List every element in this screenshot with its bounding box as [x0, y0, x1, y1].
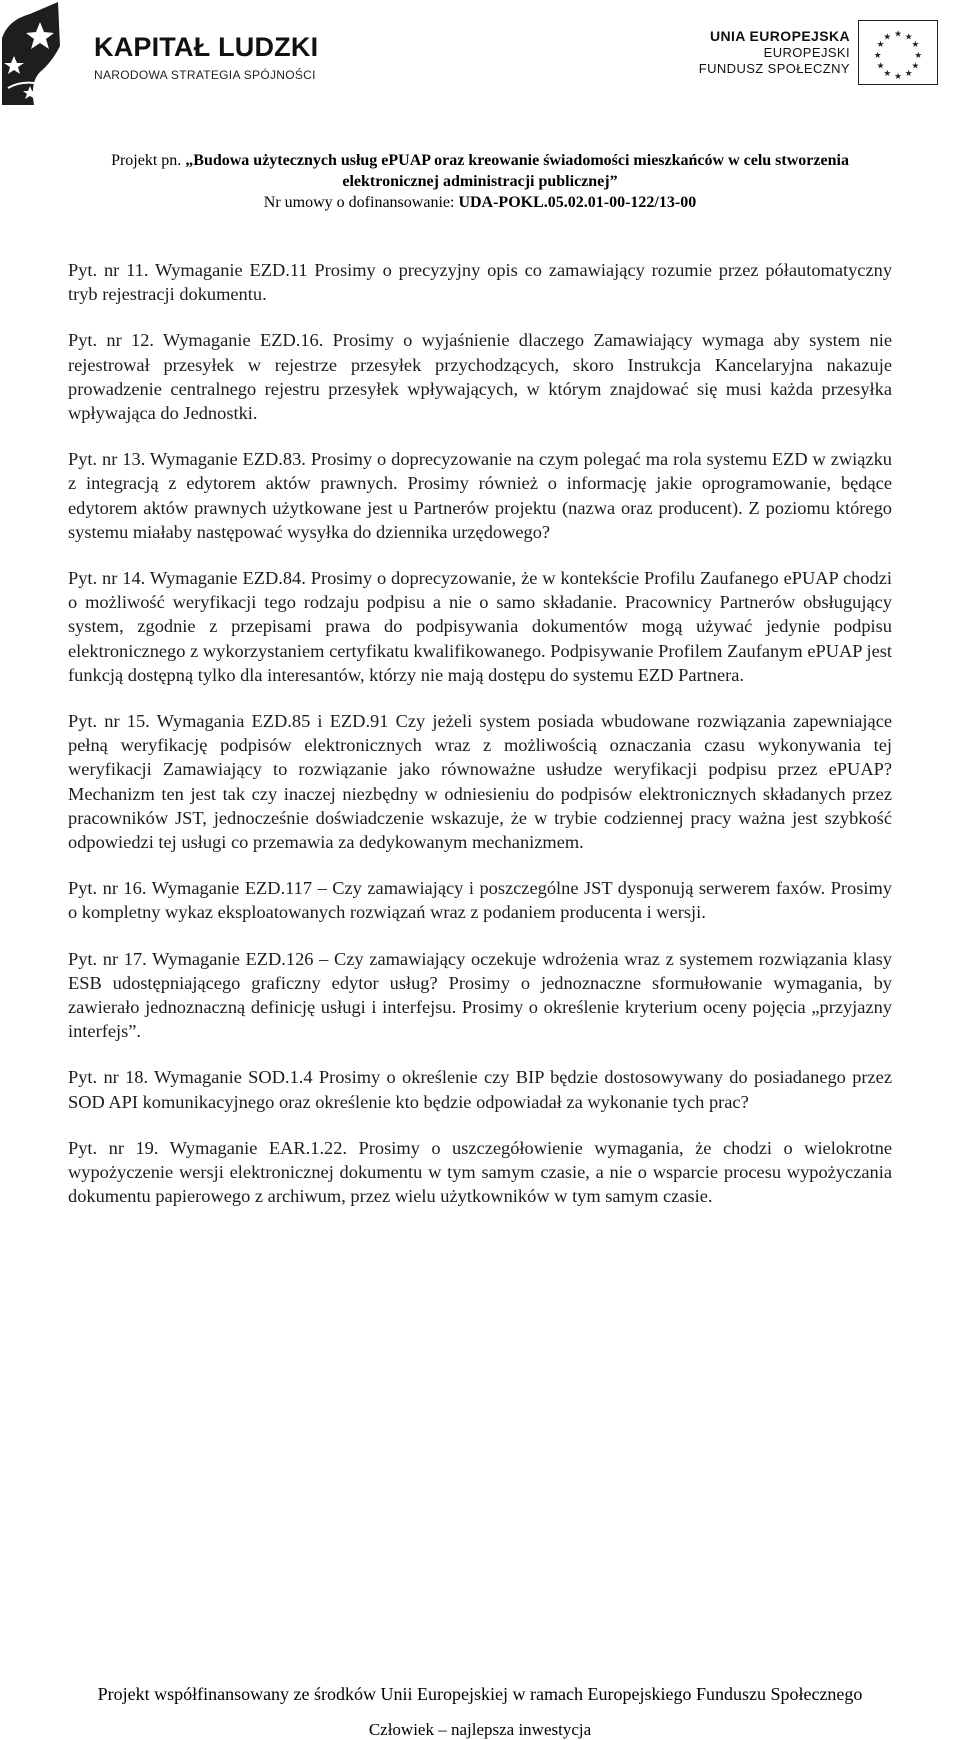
- kapital-ludzki-title: KAPITAŁ LUDZKI: [94, 32, 319, 62]
- question-text: Wymaganie EZD.84. Prosimy o doprecyzowanie, że w kontekście Profilu Zaufanego ePUAP chodzi o możliwość weryfikacji tego rodzaju podpisu a nie o samo składanie. Pracownicy Partnerów obsługujący system, zgodnie z przepisami prawa do podpisywania dokumentów mogą używać jedynie podpisu elektronicznego z wykorzystaniem certyfikatu kwalifikowanego. Podpisywanie Profilem Zaufanym ePUAP jest funkcją dostępną tylko dla interesantów, którzy nie mają dostępu do systemu EZD Partnera.: [68, 568, 892, 685]
- question-item: [68, 1065, 892, 1113]
- project-header: [0, 150, 960, 213]
- eu-logo-text: [699, 28, 850, 77]
- question-label: Pyt. nr 13.: [68, 449, 146, 470]
- svg-text:★: ★: [876, 40, 885, 51]
- eu-efs-logo: [690, 20, 960, 90]
- question-label: Pyt. nr 18.: [68, 1067, 149, 1088]
- contract-number-value: UDA-POKL.05.02.01-00-122/13-00: [458, 194, 697, 211]
- svg-text:★: ★: [904, 69, 913, 80]
- question-item: [68, 447, 892, 544]
- svg-text:★: ★: [883, 32, 892, 43]
- question-label: Pyt. nr 19.: [68, 1137, 159, 1158]
- question-item: [68, 876, 892, 924]
- contract-number-prefix: Nr umowy o dofinansowanie:: [263, 194, 459, 211]
- kapital-ludzki-emblem-icon: [0, 0, 92, 105]
- project-title-line2: [0, 171, 960, 192]
- kapital-ludzki-logo: [0, 0, 340, 110]
- footer-slogan: Człowiek – najlepsza inwestycja: [368, 1720, 592, 1739]
- project-title-bold: „Budowa użytecznych usług ePUAP oraz kreowanie świadomości mieszkańców w celu stworzenia: [185, 152, 849, 169]
- question-item: [68, 566, 892, 687]
- svg-text:★: ★: [876, 61, 885, 72]
- questions-list: [68, 258, 892, 1231]
- eu-logo-line3: FUNDUSZ SPOŁECZNY: [698, 61, 850, 76]
- project-title-line2-text: elektronicznej administracji publicznej”: [342, 173, 618, 190]
- question-label: Pyt. nr 17.: [68, 948, 147, 969]
- svg-text:★: ★: [883, 69, 892, 80]
- question-item: [68, 1136, 892, 1209]
- question-label: Pyt. nr 12.: [68, 330, 154, 351]
- svg-text:★: ★: [894, 29, 902, 40]
- svg-text:★: ★: [911, 61, 920, 72]
- svg-text:★: ★: [904, 32, 913, 43]
- question-text: Wymaganie EZD.126 – Czy zamawiający oczekuje wdrożenia wraz z systemem rozwiązania klasy ESB udostępniającego graficzny edytor usług? Prosimy o jednoznaczne sformułowanie wymagania, by zawierało jednoznaczną definicję usługi i interfejsu. Prosimy o określenie kryterium oceny pojęcia „przyjazny interfejs”.: [68, 948, 892, 1042]
- eu-logo-line1: UNIA EUROPEJSKA: [709, 28, 850, 44]
- svg-text:★: ★: [873, 50, 882, 61]
- question-item: [68, 258, 892, 306]
- svg-text:★: ★: [894, 72, 902, 83]
- svg-text:★: ★: [911, 40, 920, 51]
- question-text: Wymaganie EZD.117 – Czy zamawiający i poszczególne JST dysponują serwerem faxów. Prosimy o kompletny wykaz eksploatowanych rozwiązań wraz z podaniem producenta i wersji.: [68, 878, 892, 923]
- question-text: Wymaganie EZD.83. Prosimy o doprecyzowanie na czym polegać ma rola systemu EZD w związku z integracją z edytorem aktów prawnych. Prosimy również o informację jakie oprogramowanie, będące edytorem aktów prawnych użytkowane jest u Partnerów projektu (nazwa oraz producent). Z poziomu którego systemu miałaby następować wysyłka do dziennika urzędowego?: [68, 449, 892, 542]
- svg-text:★: ★: [914, 50, 923, 61]
- question-item: [68, 328, 892, 425]
- question-label: Pyt. nr 11.: [68, 260, 149, 280]
- question-item: [68, 947, 892, 1044]
- project-title-prefix: Projekt pn.: [111, 152, 186, 169]
- question-label: Pyt. nr 14.: [68, 568, 146, 589]
- question-label: Pyt. nr 16.: [68, 878, 147, 899]
- eu-stars-flag-icon: [858, 20, 938, 85]
- question-item: [68, 709, 892, 854]
- kapital-ludzki-subtitle: NARODOWA STRATEGIA SPÓJNOŚCI: [94, 68, 316, 82]
- question-label: Pyt. nr 15.: [68, 711, 150, 732]
- question-text: Wymaganie EAR.1.22. Prosimy o uszczegółowienie wymagania, że chodzi o wielokrotne wypożyczenie wersji elektronicznej dokumentu w tym samym czasie, a nie o wsparcie procesu wypożyczania dokumentu papierowego z archiwum, przez wielu użytkowników w tym samym czasie.: [68, 1137, 893, 1207]
- eu-logo-line2: EUROPEJSKI: [763, 45, 850, 60]
- contract-number-line: [0, 192, 960, 213]
- project-title-line1: [0, 150, 960, 171]
- footer-cofinancing: Projekt współfinansowany ze środków Unii Europejskiej w ramach Europejskiego Funduszu Społecznego: [97, 1684, 863, 1704]
- question-text: Wymaganie EZD.16. Prosimy o wyjaśnienie dlaczego Zamawiający wymaga aby system nie rejestrował przesyłek w rejestrze przesyłek przychodzących, skoro Instrukcja Kancelaryjna nakazuje prowadzenie centralnego rejestru przesyłek wpływających, w którym znajdować się musi każda przesyłka wpływająca do Jednostki.: [68, 330, 892, 424]
- question-text: Wymaganie SOD.1.4 Prosimy o określenie czy BIP będzie dostosowywany do posiadanego przez SOD API komunikacyjnego oraz określenie kto będzie odpowiadał za wykonanie tych prac?: [68, 1067, 893, 1112]
- question-text: Wymagania EZD.85 i EZD.91 Czy jeżeli system posiada wbudowane rozwiązania zapewniające pełną weryfikację podpisów elektronicznych wraz z możliwością oznaczania czasu wykonywania tej weryfikacji Zamawiający to rozwiązanie jako równoważne usłudze weryfikacji podpisu przez ePUAP? Mechanizm ten jest tak czy inaczej niezbędny w odniesieniu do podpisów elektronicznych składanych przez pracowników JST, jednocześnie doświadczenie wskazuje, że w trybie codziennej pracy ważna jest szybkość odpowiedzi tej usługi co przemawia za dedykowanym mechanizmem.: [68, 711, 893, 853]
- question-text: Wymaganie EZD.11 Prosimy o precyzyjny opis co zamawiający rozumie przez półautomatyczny tryb rejestracji dokumentu.: [68, 260, 893, 305]
